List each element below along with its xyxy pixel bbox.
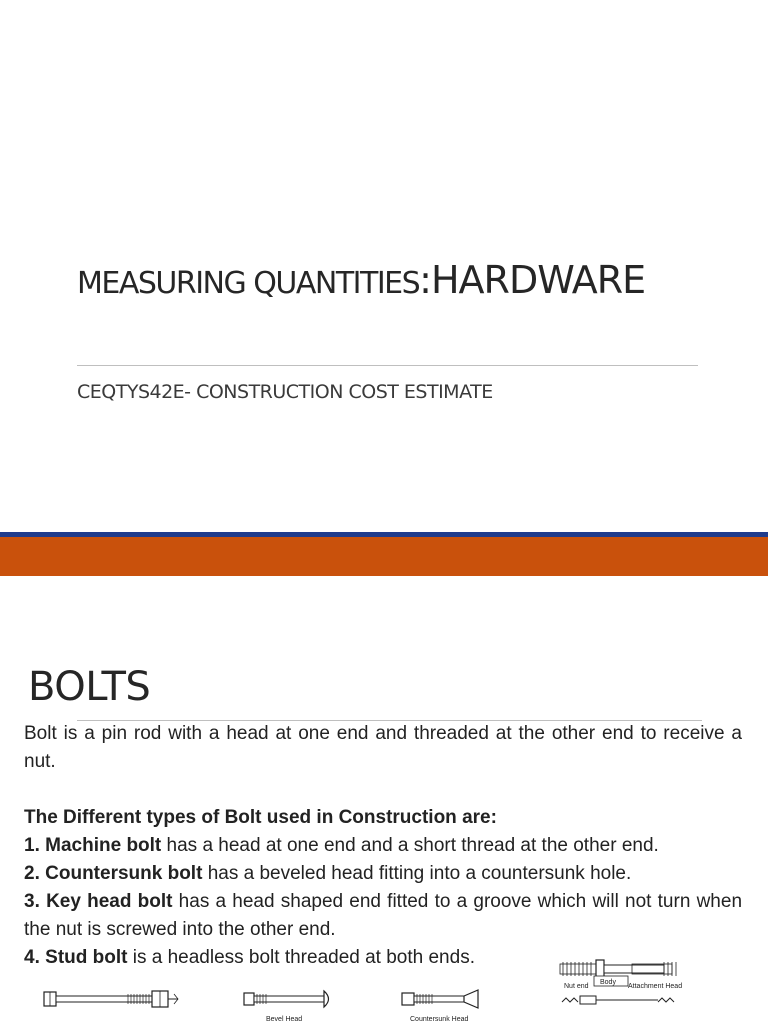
slide-subtitle: CEQTYS42E- CONSTRUCTION COST ESTIMATE [77, 381, 493, 403]
bevel-head-label: Bevel Head [266, 1016, 303, 1023]
countersunk-head-label: Countersunk Head [410, 1016, 469, 1023]
slide-separator-orange [0, 537, 768, 576]
title-part-2: :HARDWARE [419, 258, 646, 302]
machine-bolt-icon [40, 988, 185, 1010]
bolts-slide [0, 576, 768, 1024]
list-item: 2. Countersunk bolt has a beveled head fitting into a countersunk hole. [24, 863, 632, 884]
stud-bolt-icon [558, 954, 708, 1024]
attachment-head-label: Attachment Head [628, 983, 683, 990]
bolt-diagrams [0, 954, 768, 1024]
bevel-head-bolt-icon [240, 988, 340, 1028]
nut-end-label: Nut end [564, 983, 589, 990]
list-item: 1. Machine bolt has a head at one end and a short thread at the other end. [24, 835, 659, 856]
list-item: 3. Key head bolt has a head shaped end fitted to a groove which will not turn when the nut is screwed into the other end. [24, 891, 743, 940]
countersunk-bolt-icon [398, 988, 498, 1028]
bolts-intro: Bolt is a pin rod with a head at one end and threaded at the other end to receive a nut. [24, 723, 742, 772]
bolts-body [24, 720, 742, 972]
types-heading: The Different types of Bolt used in Construction are: [24, 807, 497, 828]
list-item: 4. Stud bolt is a headless bolt threaded at both ends. [24, 947, 475, 968]
title-part-1: MEASURING QUANTITIES [77, 266, 420, 301]
slide-title [77, 258, 645, 302]
body-label: Body [600, 979, 616, 986]
title-divider [77, 365, 698, 366]
bolts-heading: BOLTS [28, 664, 151, 710]
